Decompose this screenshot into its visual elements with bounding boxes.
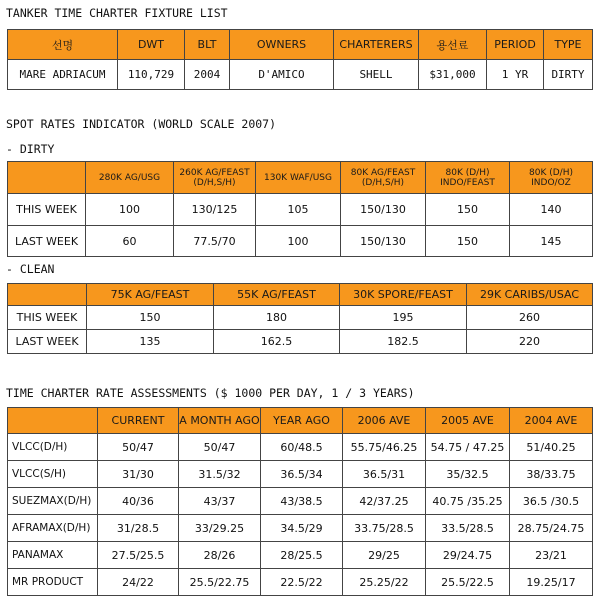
tc-header-row [8,408,593,434]
clean-label: - CLEAN [6,262,55,276]
rate-cell: 150 [426,194,510,226]
table-row [8,60,593,90]
rate-cell: 29/24.75 [426,542,510,569]
rate-cell: 51/40.25 [510,434,593,461]
rate-cell: 33.75/28.5 [343,515,426,542]
fixture-header-cell: PERIOD [487,30,544,60]
spot-title: SPOT RATES INDICATOR (WORLD SCALE 2007) [6,117,277,131]
row-label: THIS WEEK [8,306,87,330]
dirty-header-cell: 80K AG/FEAST (D/H,S/H) [341,162,426,194]
dirty-header-cell: 80K (D/H) INDO/FEAST [426,162,510,194]
rate-cell: 36.5/31 [343,461,426,488]
table-row [8,461,593,488]
rate-cell: 35/32.5 [426,461,510,488]
rate-cell: 150/130 [341,226,426,257]
rate-cell: 130/125 [174,194,256,226]
rate-cell: 150 [426,226,510,257]
clean-header-cell: 55K AG/FEAST [214,284,340,306]
rate-cell: 135 [87,330,214,354]
tc-table [7,407,593,596]
table-row [8,515,593,542]
rate-cell: 100 [256,226,341,257]
corner-cell [8,162,86,194]
fixture-cell: D'AMICO [230,60,334,90]
dirty-header-cell: 280K AG/USG [86,162,174,194]
rate-cell: 105 [256,194,341,226]
rate-cell: 50/47 [179,434,261,461]
rate-cell: 55.75/46.25 [343,434,426,461]
rate-cell: 31.5/32 [179,461,261,488]
rate-cell: 43/37 [179,488,261,515]
clean-header-cell: 30K SPORE/FEAST [340,284,467,306]
clean-table [7,283,593,354]
fixture-header-cell: OWNERS [230,30,334,60]
rate-cell: 140 [510,194,593,226]
rate-cell: 50/47 [98,434,179,461]
tc-header-cell: YEAR AGO [261,408,343,434]
rate-cell: 29/25 [343,542,426,569]
rate-cell: 25.25/22 [343,569,426,596]
table-row [8,194,593,226]
rate-cell: 19.25/17 [510,569,593,596]
fixture-cell: MARE ADRIACUM [8,60,118,90]
tc-header-cell: 2005 AVE [426,408,510,434]
vessel-label: SUEZMAX(D/H) [8,488,98,515]
table-row [8,306,593,330]
rate-cell: 25.5/22.75 [179,569,261,596]
fixture-header-cell: 용선료 [419,30,487,60]
tc-header-cell: CURRENT [98,408,179,434]
rate-cell: 33.5/28.5 [426,515,510,542]
rate-cell: 60 [86,226,174,257]
fixture-cell: $31,000 [419,60,487,90]
rate-cell: 34.5/29 [261,515,343,542]
rate-cell: 150/130 [341,194,426,226]
rate-cell: 60/48.5 [261,434,343,461]
rate-cell: 31/30 [98,461,179,488]
rate-cell: 195 [340,306,467,330]
rate-cell: 54.75 / 47.25 [426,434,510,461]
fixture-header-cell: DWT [118,30,185,60]
tc-header-cell: 2004 AVE [510,408,593,434]
fixture-title: TANKER TIME CHARTER FIXTURE LIST [6,6,228,20]
dirty-header-cell: 80K (D/H) INDO/OZ [510,162,593,194]
tc-title: TIME CHARTER RATE ASSESSMENTS ($ 1000 PER DAY, 1 / 3 YEARS) [6,386,415,400]
rate-cell: 40.75 /35.25 [426,488,510,515]
rate-cell: 27.5/25.5 [98,542,179,569]
fixture-header-cell: BLT [185,30,230,60]
fixture-cell: DIRTY [544,60,593,90]
rate-cell: 260 [467,306,593,330]
row-label: THIS WEEK [8,194,86,226]
rate-cell: 182.5 [340,330,467,354]
rate-cell: 42/37.25 [343,488,426,515]
corner-cell [8,408,98,434]
fixture-cell: 2004 [185,60,230,90]
rate-cell: 28/25.5 [261,542,343,569]
rate-cell: 77.5/70 [174,226,256,257]
rate-cell: 36.5 /30.5 [510,488,593,515]
fixture-header-cell: CHARTERERS [334,30,419,60]
rate-cell: 22.5/22 [261,569,343,596]
clean-header-cell: 29K CARIBS/USAC [467,284,593,306]
table-row [8,434,593,461]
rate-cell: 23/21 [510,542,593,569]
rate-cell: 150 [87,306,214,330]
rate-cell: 145 [510,226,593,257]
vessel-label: AFRAMAX(D/H) [8,515,98,542]
rate-cell: 100 [86,194,174,226]
rate-cell: 28/26 [179,542,261,569]
dirty-header-cell: 260K AG/FEAST (D/H,S/H) [174,162,256,194]
fixture-header-cell: TYPE [544,30,593,60]
dirty-label: - DIRTY [6,142,55,156]
dirty-table [7,161,593,257]
clean-header-row [8,284,593,306]
rate-cell: 162.5 [214,330,340,354]
row-label: LAST WEEK [8,330,87,354]
rate-cell: 33/29.25 [179,515,261,542]
table-row [8,488,593,515]
rate-cell: 220 [467,330,593,354]
vessel-label: MR PRODUCT [8,569,98,596]
table-row [8,569,593,596]
table-row [8,226,593,257]
rate-cell: 31/28.5 [98,515,179,542]
clean-header-cell: 75K AG/FEAST [87,284,214,306]
rate-cell: 43/38.5 [261,488,343,515]
fixture-cell: 110,729 [118,60,185,90]
tc-header-cell: A MONTH AGO [179,408,261,434]
vessel-label: VLCC(D/H) [8,434,98,461]
vessel-label: PANAMAX [8,542,98,569]
fixture-cell: 1 YR [487,60,544,90]
fixture-header-row [8,30,593,60]
rate-cell: 25.5/22.5 [426,569,510,596]
table-row [8,542,593,569]
rate-cell: 36.5/34 [261,461,343,488]
table-row [8,330,593,354]
rate-cell: 24/22 [98,569,179,596]
fixture-table [7,29,593,90]
row-label: LAST WEEK [8,226,86,257]
rate-cell: 180 [214,306,340,330]
dirty-header-cell: 130K WAF/USG [256,162,341,194]
fixture-cell: SHELL [334,60,419,90]
vessel-label: VLCC(S/H) [8,461,98,488]
rate-cell: 38/33.75 [510,461,593,488]
corner-cell [8,284,87,306]
rate-cell: 40/36 [98,488,179,515]
dirty-header-row [8,162,593,194]
rate-cell: 28.75/24.75 [510,515,593,542]
fixture-header-cell: 선명 [8,30,118,60]
tc-header-cell: 2006 AVE [343,408,426,434]
